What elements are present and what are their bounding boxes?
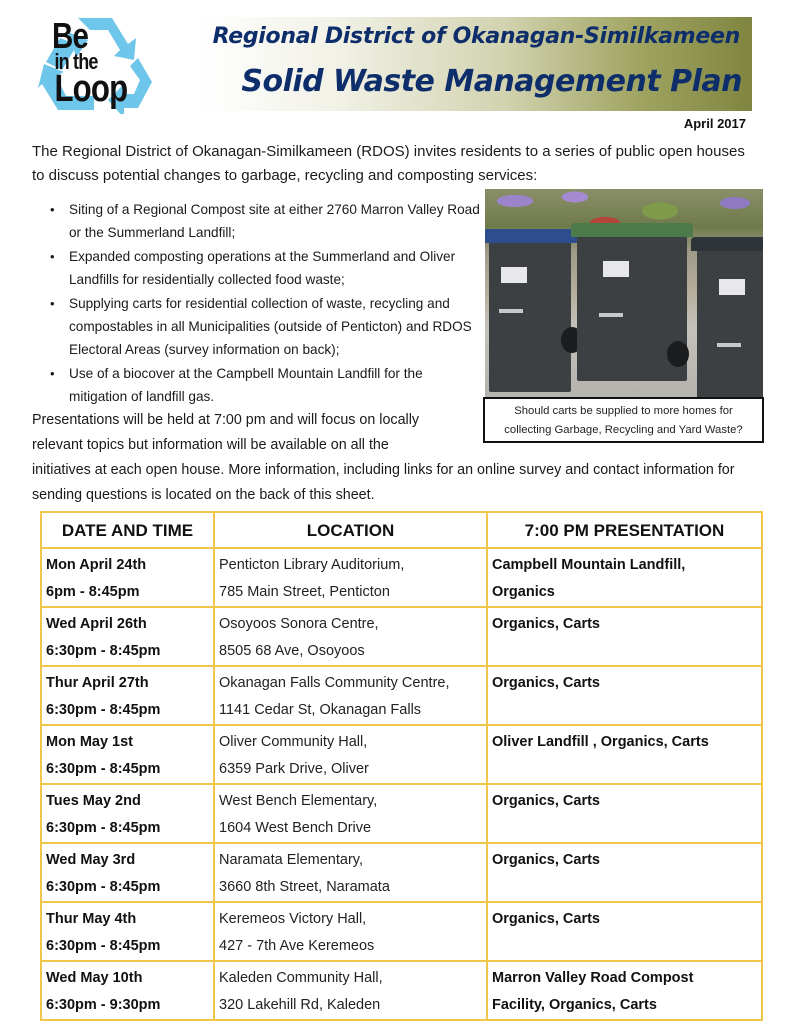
title-banner bbox=[200, 17, 752, 111]
presentation-topics: Organics, Carts bbox=[492, 793, 600, 809]
table-row bbox=[41, 784, 762, 843]
location-cell bbox=[214, 666, 487, 725]
garbage-carts-photo bbox=[485, 189, 763, 398]
location-cell bbox=[214, 607, 487, 666]
presentations-text-part2: initiatives at each open house. More information, including links for an online survey and contact information for sending questions is located on the back of this sheet. bbox=[32, 462, 735, 503]
table-row bbox=[41, 961, 762, 1020]
presentation-topics: Campbell Mountain Landfill, bbox=[492, 557, 686, 573]
be-in-the-loop-logo bbox=[38, 14, 154, 114]
event-day: Wed April 26th bbox=[46, 616, 147, 632]
presentation-cell bbox=[487, 843, 762, 902]
venue-address: 1141 Cedar St, Okanagan Falls bbox=[219, 702, 422, 718]
list-item: • Supplying carts for residential collection of waste, recycling and compostables in all Municipalities (outside of Penticton) and RDOS Electoral Areas (survey information on back); bbox=[50, 292, 480, 362]
location-cell bbox=[214, 902, 487, 961]
logo-be: Be bbox=[52, 15, 89, 56]
presentation-topics: Oliver Landfill , Organics, Carts bbox=[492, 734, 709, 750]
list-item: • Expanded composting operations at the Summerland and Oliver Landfills for residentially collected food waste; bbox=[50, 245, 480, 292]
event-day: Tues May 2nd bbox=[46, 793, 141, 809]
presentation-topics: Marron Valley Road Compost bbox=[492, 970, 694, 986]
intro-paragraph: The Regional District of Okanagan-Similkameen (RDOS) invites residents to a series of public open houses to discuss potential changes to garbage, recycling and composting services: bbox=[32, 143, 745, 184]
date-cell bbox=[41, 961, 214, 1020]
open-house-schedule-table bbox=[40, 511, 763, 1021]
venue-name: Kaleden Community Hall, bbox=[219, 970, 383, 986]
presentation-cell bbox=[487, 725, 762, 784]
table-row bbox=[41, 607, 762, 666]
presentation-topics: Organics, Carts bbox=[492, 852, 600, 868]
venue-name: Osoyoos Sonora Centre, bbox=[219, 616, 379, 632]
list-item: • Siting of a Regional Compost site at either 2760 Marron Valley Road or the Summerland Landfill; bbox=[50, 198, 480, 245]
venue-name: Penticton Library Auditorium, bbox=[219, 557, 405, 573]
date-cell bbox=[41, 902, 214, 961]
caption-line: collecting Garbage, Recycling and Yard Waste? bbox=[504, 424, 743, 436]
presentation-topics: Facility, Organics, Carts bbox=[492, 997, 657, 1013]
presentation-cell bbox=[487, 784, 762, 843]
date-cell bbox=[41, 784, 214, 843]
date-cell bbox=[41, 607, 214, 666]
date-cell bbox=[41, 725, 214, 784]
event-time: 6:30pm - 8:45pm bbox=[46, 820, 161, 836]
venue-address: 427 - 7th Ave Keremeos bbox=[219, 938, 375, 954]
event-day: Thur April 27th bbox=[46, 675, 149, 691]
event-time: 6:30pm - 8:45pm bbox=[46, 761, 161, 777]
location-cell bbox=[214, 961, 487, 1020]
organization-name: Regional District of Okanagan-Similkameen bbox=[212, 24, 740, 49]
list-item: • Use of a biocover at the Campbell Mountain Landfill for the mitigation of landfill gas. bbox=[50, 362, 480, 409]
event-day: Mon April 24th bbox=[46, 557, 147, 573]
venue-name: Oliver Community Hall, bbox=[219, 734, 368, 750]
presentations-text-part1: Presentations will be held at 7:00 pm and will focus on locally relevant topics but information will be available on all the bbox=[32, 412, 420, 453]
presentation-topics: Organics, Carts bbox=[492, 911, 600, 927]
event-day: Thur May 4th bbox=[46, 911, 137, 927]
venue-name: West Bench Elementary, bbox=[219, 793, 378, 809]
table-row bbox=[41, 548, 762, 607]
location-cell bbox=[214, 784, 487, 843]
event-day: Wed May 10th bbox=[46, 970, 143, 986]
venue-name: Keremeos Victory Hall, bbox=[219, 911, 367, 927]
date-cell bbox=[41, 548, 214, 607]
presentation-topics: Organics bbox=[492, 584, 555, 600]
presentation-cell bbox=[487, 607, 762, 666]
venue-name: Naramata Elementary, bbox=[219, 852, 363, 868]
event-time: 6:30pm - 8:45pm bbox=[46, 938, 161, 954]
table-row bbox=[41, 666, 762, 725]
venue-name: Okanagan Falls Community Centre, bbox=[219, 675, 450, 691]
logo-loop: Loop bbox=[54, 68, 128, 111]
caption-line: Should carts be supplied to more homes for bbox=[514, 405, 733, 417]
event-time: 6:30pm - 8:45pm bbox=[46, 643, 161, 659]
wheel bbox=[667, 341, 689, 367]
date-cell bbox=[41, 843, 214, 902]
publication-date: April 2017 bbox=[683, 116, 746, 131]
venue-address: 6359 Park Drive, Oliver bbox=[219, 761, 369, 777]
event-time: 6:30pm - 8:45pm bbox=[46, 702, 161, 718]
cart-dark-lid bbox=[697, 245, 763, 398]
column-header-date: DATE AND TIME bbox=[41, 512, 214, 548]
presentation-cell bbox=[487, 548, 762, 607]
event-day: Wed May 3rd bbox=[46, 852, 136, 868]
venue-address: 785 Main Street, Penticton bbox=[219, 584, 390, 600]
column-header-presentation: 7:00 PM PRESENTATION bbox=[487, 512, 762, 548]
venue-address: 3660 8th Street, Naramata bbox=[219, 879, 390, 895]
event-day: Mon May 1st bbox=[46, 734, 134, 750]
document-title: Solid Waste Management Plan bbox=[241, 64, 742, 99]
logo-in-the: in the bbox=[54, 49, 98, 75]
venue-address: 8505 68 Ave, Osoyoos bbox=[219, 643, 365, 659]
presentation-topics: Organics, Carts bbox=[492, 675, 600, 691]
venue-address: 1604 West Bench Drive bbox=[219, 820, 372, 836]
presentation-cell bbox=[487, 961, 762, 1020]
table-row bbox=[41, 843, 762, 902]
table-row bbox=[41, 725, 762, 784]
presentations-paragraph bbox=[32, 408, 752, 508]
date-cell bbox=[41, 666, 214, 725]
location-cell bbox=[214, 725, 487, 784]
cart-blue-lid bbox=[489, 237, 571, 392]
table-row bbox=[41, 902, 762, 961]
presentation-cell bbox=[487, 902, 762, 961]
logo-text bbox=[52, 15, 128, 111]
event-time: 6pm - 8:45pm bbox=[46, 584, 140, 600]
initiatives-list bbox=[50, 198, 480, 409]
location-cell bbox=[214, 548, 487, 607]
table-header-row bbox=[41, 512, 762, 548]
venue-address: 320 Lakehill Rd, Kaleden bbox=[219, 997, 381, 1013]
presentation-topics: Organics, Carts bbox=[492, 616, 600, 632]
column-header-location: LOCATION bbox=[214, 512, 487, 548]
event-time: 6:30pm - 8:45pm bbox=[46, 879, 161, 895]
event-time: 6:30pm - 9:30pm bbox=[46, 997, 161, 1013]
location-cell bbox=[214, 843, 487, 902]
presentation-cell bbox=[487, 666, 762, 725]
